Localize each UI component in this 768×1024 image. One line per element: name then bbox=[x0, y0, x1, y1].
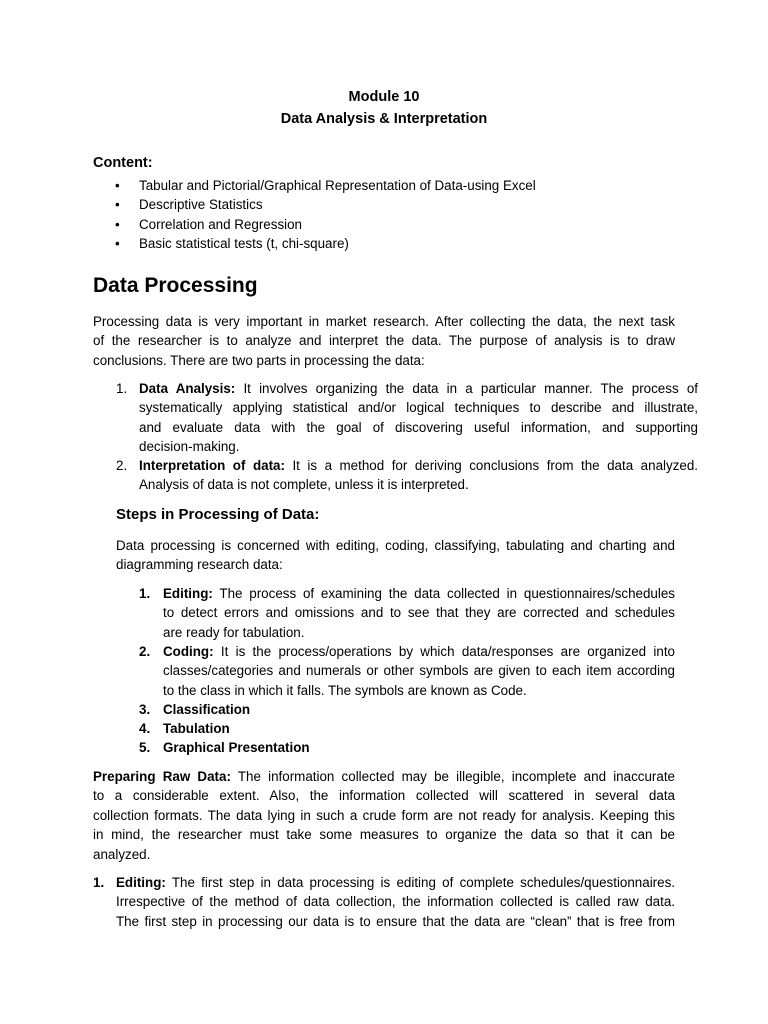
section-heading: Data Processing bbox=[93, 274, 258, 297]
bullet-icon: • bbox=[115, 236, 120, 251]
list-item-text: Descriptive Statistics bbox=[139, 197, 263, 212]
module-title: Module 10 bbox=[348, 89, 420, 105]
bullet-icon: • bbox=[115, 178, 120, 193]
raw-data-paragraph: Preparing Raw Data: The information collected may be illegible, incomplete and inaccurate to a considerable extent. Also, the information collected will scattered in several data collection formats. The data lying in such a crude form are not ready for analysis. Keeping this in mind, the researcher must take some measures to organize the data so that it can be analyzed. bbox=[93, 769, 675, 862]
steps-intro: Data processing is concerned with editing, coding, classifying, tabulating and charting and diagramming research data: bbox=[116, 538, 675, 573]
list-item-text: Basic statistical tests (t, chi-square) bbox=[139, 236, 349, 251]
bullet-icon: • bbox=[115, 217, 120, 232]
list-item-text: Tabular and Pictorial/Graphical Representation of Data-using Excel bbox=[139, 178, 536, 193]
subsection-heading: Steps in Processing of Data: bbox=[116, 506, 320, 523]
list-item-text: Correlation and Regression bbox=[139, 217, 303, 232]
intro-paragraph: Processing data is very important in market research. After collecting the data, the next task of the researcher is to analyze and interpret the data. The purpose of analysis is to draw conclusions. There are two parts in processing the data: bbox=[93, 314, 675, 368]
bullet-icon: • bbox=[115, 197, 120, 212]
content-heading: Content: bbox=[93, 155, 153, 171]
module-subtitle: Data Analysis & Interpretation bbox=[280, 111, 488, 127]
